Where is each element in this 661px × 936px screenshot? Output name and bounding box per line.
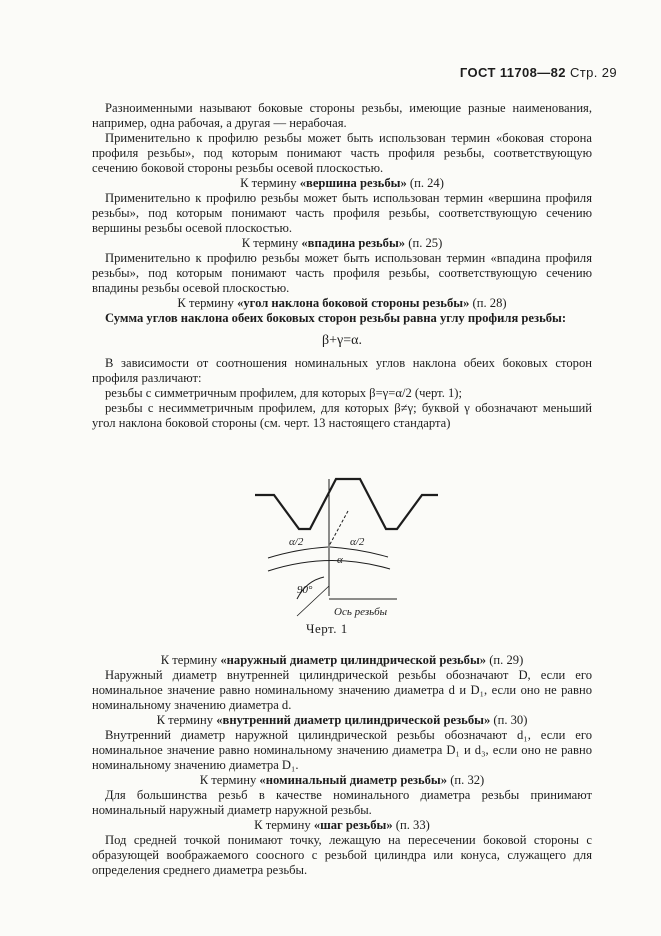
paragraph: Применительно к профилю резьбы может быть использован термин «боковая сторона профиля резьбы», под которым понимают часть профиля резьбы, соответствующую сечению боковой стороны резьбы осевой плоскостью. <box>92 131 592 175</box>
flank-extension-left <box>329 511 348 546</box>
paragraph: Наружный диаметр внутренней цилиндрической резьбы обозначают D, если его номинальное значение равно номинальному значению диаметра d и D₁, если оно не равно номинальному значению диаметра d. <box>92 668 592 712</box>
thread-profile-line <box>255 479 438 529</box>
arc-half-left <box>268 547 328 558</box>
label-half-right: α/2 <box>350 536 365 548</box>
thread-profile-diagram <box>92 441 592 651</box>
page-header <box>460 65 617 80</box>
paragraph: Разноименными называют боковые стороны резьбы, имеющие разные наименования, например, одна рабочая, а другая — нерабочая. <box>92 101 592 130</box>
paragraph: В зависимости от соотношения номинальных углов наклона обеих боковых сторон профиля различают: <box>92 356 592 385</box>
page-number: Стр. 29 <box>569 65 617 80</box>
figure-thread-profile <box>92 441 592 651</box>
section-heading: К термину «наружный диаметр цилиндрической резьбы» (п. 29) <box>160 653 524 667</box>
paragraph: Применительно к профилю резьбы может быть использован термин «вершина профиля резьбы», под которым понимают часть профиля резьбы, соответствующую сечению вершины резьбы осевой плоскостью. <box>92 191 592 235</box>
paragraph: резьбы с симметричным профилем, для которых β=γ=α/2 (черт. 1); <box>105 386 462 400</box>
label-thread-axis: Ось резьбы <box>334 606 388 618</box>
section-heading: К термину «шаг резьбы» (п. 33) <box>254 818 430 832</box>
document-body <box>92 101 592 878</box>
paragraph: резьбы с несимметричным профилем, для которых β≠γ; буквой γ обозначают меньший угол наклона боковой стороны (см. черт. 13 настоящего стандарта) <box>92 401 592 430</box>
label-right-angle: 90° <box>297 584 313 596</box>
section-heading: К термину «внутренний диаметр цилиндрической резьбы» (п. 30) <box>156 713 528 727</box>
label-alpha: α <box>337 554 343 566</box>
label-half-left: α/2 <box>289 536 304 548</box>
figure-caption: Черт. 1 <box>306 621 348 636</box>
section-heading: К термину «впадина резьбы» (п. 25) <box>241 236 443 250</box>
paragraph: Применительно к профилю резьбы может быть использован термин «впадина профиля резьбы», под которым понимают часть профиля резьбы, соответствующую сечению впадины резьбы осевой плоскостью. <box>92 251 592 295</box>
formula: β+γ=α. <box>322 333 362 348</box>
paragraph: Для большинства резьб в качестве номинального диаметра резьбы принимают номинальный наружный диаметр наружной резьбы. <box>92 788 592 817</box>
standard-number: ГОСТ 11708—82 <box>459 65 566 80</box>
section-heading: К термину «вершина резьбы» (п. 24) <box>240 176 444 190</box>
paragraph: Внутренний диаметр наружной цилиндрической резьбы обозначают d₁, если его номинальное значение равно номинальному значению диаметра D₁ и d₃, если оно не равно номинальному значению диаметра D₁. <box>92 728 592 772</box>
paragraph: Под средней точкой понимают точку, лежащую на пересечении боковой стороны с образующей воображаемого соосного с резьбой цилиндра или конуса, служащего для определения среднего диаметра резьбы. <box>92 833 592 877</box>
paragraph: Сумма углов наклона обеих боковых сторон резьбы равна углу профиля резьбы: <box>105 311 567 325</box>
section-heading: К термину «номинальный диаметр резьбы» (п. 32) <box>199 773 485 787</box>
section-heading: К термину «угол наклона боковой стороны резьбы» (п. 28) <box>177 296 507 310</box>
